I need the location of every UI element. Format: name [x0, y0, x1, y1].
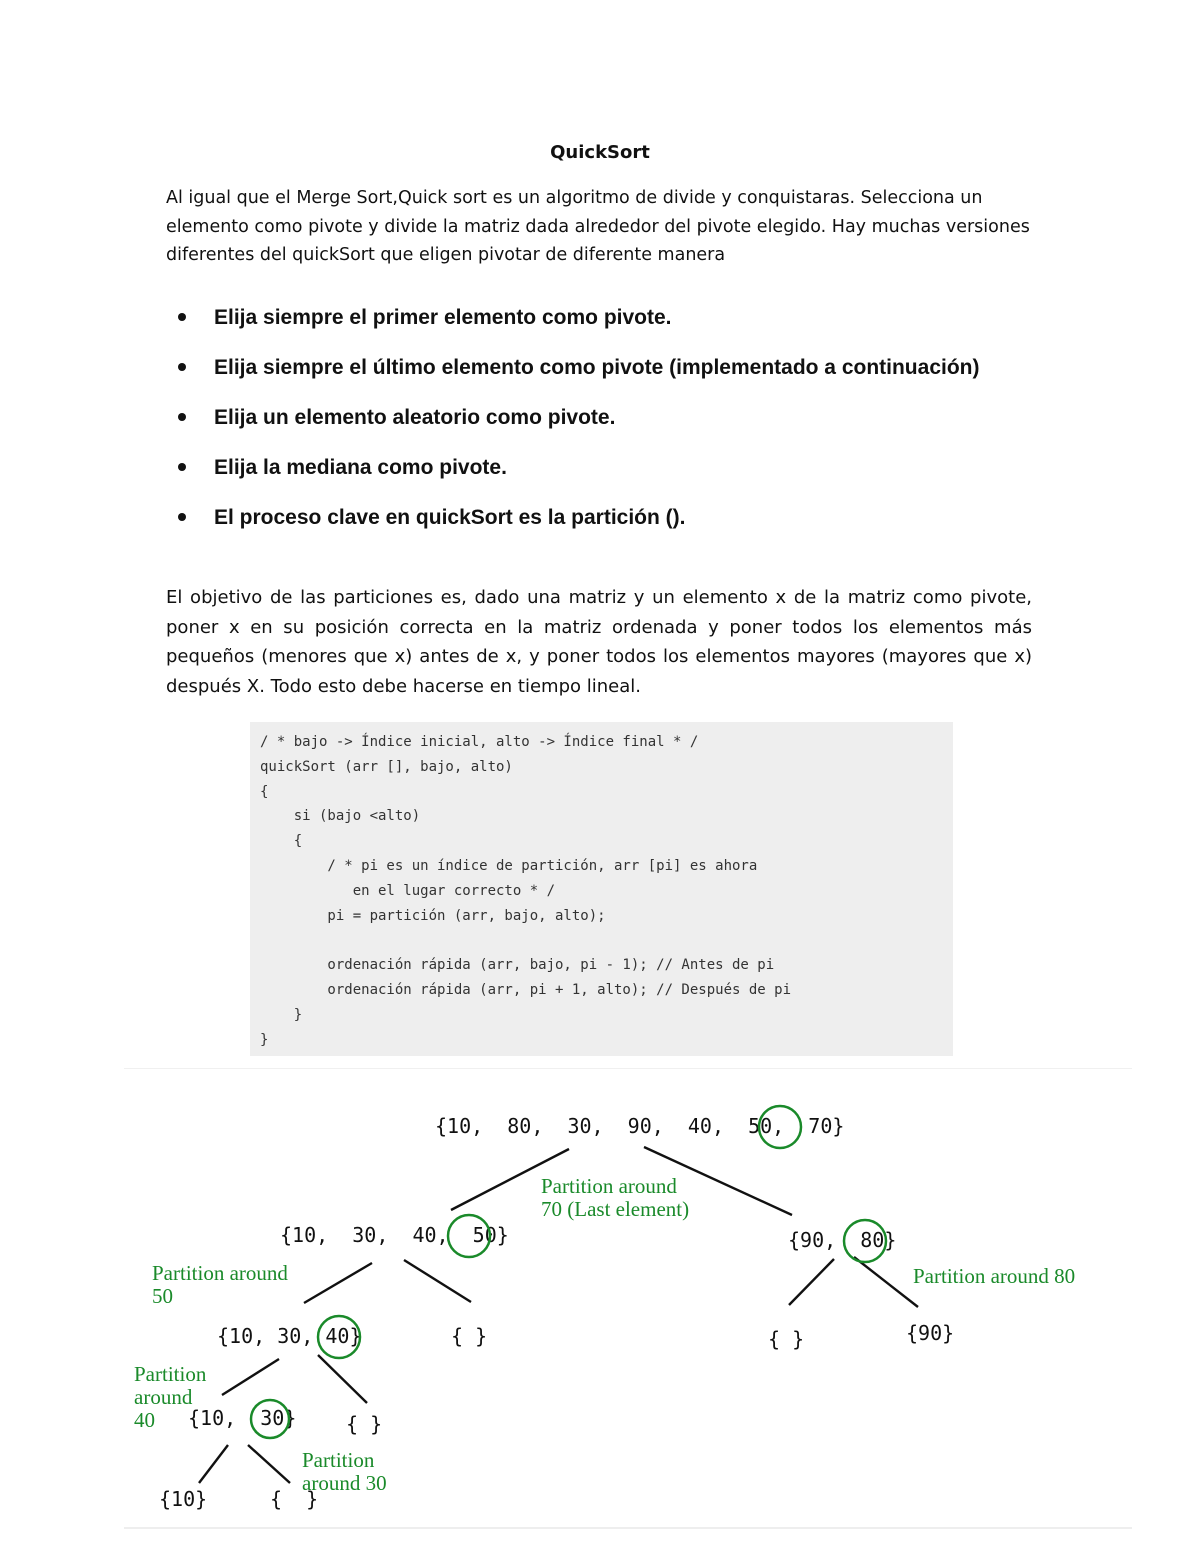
- bullet-icon: [178, 513, 186, 521]
- code-line: / * pi es un índice de partición, arr [pi] es ahora: [260, 857, 758, 874]
- leaf-subarray: {10}: [159, 1487, 208, 1511]
- empty-subarray: { }: [346, 1412, 383, 1436]
- code-line: ordenación rápida (arr, bajo, pi - 1); // Antes de pi: [260, 957, 775, 974]
- pivot-options-list: [178, 300, 979, 550]
- code-block: [250, 722, 953, 1056]
- code-line: {: [260, 783, 269, 800]
- page-title: QuickSort: [550, 142, 650, 163]
- empty-subarray: { }: [451, 1324, 488, 1348]
- code-line: ordenación rápida (arr, pi + 1, alto); // Después de pi: [260, 981, 792, 998]
- bullet-icon: [178, 463, 186, 471]
- label-partition-30-line2: around 30: [302, 1471, 387, 1495]
- left-subarray-3: {10, 30}: [188, 1406, 297, 1430]
- bullet-icon: [178, 363, 186, 371]
- list-item-text: Elija un elemento aleatorio como pivote.: [214, 406, 616, 429]
- label-partition-80: Partition around 80: [913, 1264, 1076, 1288]
- label-partition-70-line2: 70 (Last element): [541, 1197, 690, 1221]
- tree-edge: [318, 1355, 367, 1403]
- code-line: en el lugar correcto * /: [260, 882, 556, 899]
- left-subarray: {10, 30, 40, 50}: [280, 1223, 509, 1247]
- list-item-text: Elija siempre el primer elemento como pivote.: [214, 306, 672, 329]
- list-item-text: Elija siempre el último elemento como pivote (implementado a continuación): [214, 356, 980, 379]
- list-item: [178, 450, 979, 500]
- label-partition-40-line3: 40: [134, 1408, 155, 1432]
- code-line: {: [260, 833, 303, 850]
- intro-paragraph: Al igual que el Merge Sort,Quick sort es un algoritmo de divide y conquistaras. Selecciona un elemento como pivote y divide la matriz dada alrededor del pivote elegido. Hay muchas versiones diferentes del quickSort que eligen pivotar de diferente manera: [166, 188, 1030, 265]
- quicksort-partition-diagram: [124, 1068, 1132, 1529]
- bullet-icon: [178, 413, 186, 421]
- tree-edge: [304, 1263, 372, 1303]
- list-item: [178, 500, 979, 550]
- left-subarray-2: {10, 30, 40}: [217, 1324, 362, 1348]
- tree-edge: [404, 1260, 471, 1302]
- root-array: {10, 80, 30, 90, 40, 50, 70}: [435, 1114, 845, 1138]
- list-item: [178, 350, 979, 400]
- label-partition-50-line1: Partition around: [152, 1261, 288, 1285]
- label-partition-50-line2: 50: [152, 1284, 173, 1308]
- objective-paragraph: El objetivo de las particiones es, dado una matriz y un elemento x de la matriz como pivote, poner x en su posición correcta en la matriz ordenada y poner todos los elementos más pequeños (menores que x) antes de x, y poner todos los elementos mayores (mayores que x) después X. Todo esto debe hacerse en tiempo lineal.: [166, 587, 1032, 697]
- code-line: / * bajo -> Índice inicial, alto -> Índice final * /: [260, 734, 699, 750]
- code-line: quickSort (arr [], bajo, alto): [260, 758, 513, 775]
- right-subarray-2: {90}: [906, 1321, 955, 1345]
- partition-tree: [124, 1069, 1132, 1527]
- empty-subarray: { }: [768, 1327, 805, 1351]
- code-line: }: [260, 1006, 303, 1023]
- tree-edge: [222, 1359, 279, 1395]
- label-partition-40-line2: around: [134, 1385, 193, 1409]
- empty-subarray: { }: [270, 1487, 319, 1511]
- bullet-icon: [178, 313, 186, 321]
- label-partition-30-line1: Partition: [302, 1448, 375, 1472]
- tree-edge: [789, 1259, 834, 1305]
- list-item: [178, 400, 979, 450]
- list-item-text: Elija la mediana como pivote.: [214, 456, 507, 479]
- right-subarray: {90, 80}: [788, 1228, 897, 1252]
- label-partition-40-line1: Partition: [134, 1362, 207, 1386]
- tree-edge: [854, 1257, 918, 1307]
- tree-edge: [199, 1445, 228, 1483]
- code-line: }: [260, 1031, 269, 1048]
- tree-edge: [248, 1445, 290, 1483]
- list-item-text: El proceso clave en quickSort es la partición ().: [214, 506, 686, 529]
- label-partition-70-line1: Partition around: [541, 1174, 677, 1198]
- code-line: si (bajo <alto): [260, 808, 421, 825]
- code-line: pi = partición (arr, bajo, alto);: [260, 907, 606, 924]
- list-item: [178, 300, 979, 350]
